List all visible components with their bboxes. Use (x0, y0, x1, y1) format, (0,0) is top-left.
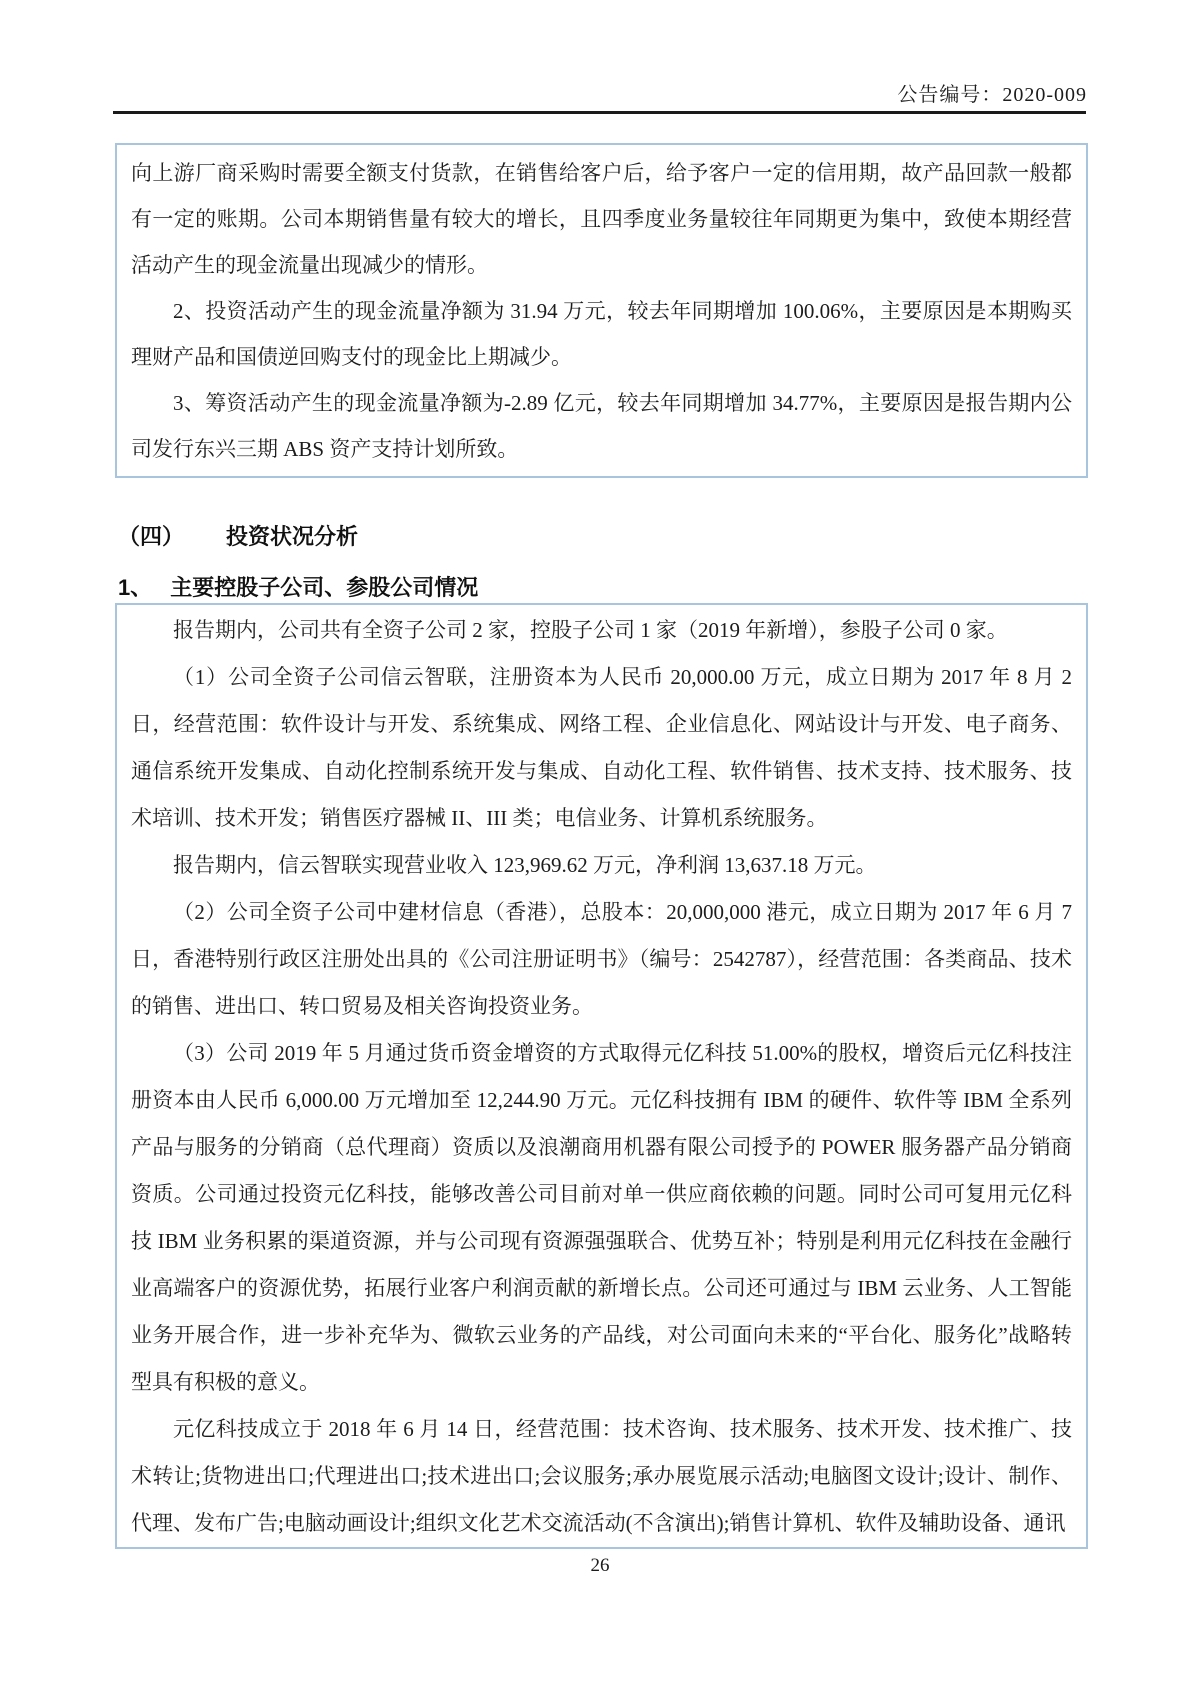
paragraph-xinyun-financials: 报告期内，信云智联实现营业收入 123,969.62 万元，净利润 13,637.18 万元。 (173, 853, 877, 877)
cash-flow-text-box (115, 143, 1088, 478)
announcement-number: 公告编号：2020-009 (897, 84, 1087, 106)
page-number: 26 (590, 1555, 610, 1576)
paragraph-cash-flow-investing: 2、投资活动产生的现金流量净额为 31.94 万元，较去年同期增加 100.06%，主要原因是本期购买理财产品和国债逆回购支付的现金比上期减少。 (131, 299, 1072, 369)
subsidiaries-text-box (115, 603, 1088, 1549)
section-heading-text: 投资状况分析 (226, 524, 359, 549)
header-divider-line (113, 111, 1086, 114)
section-heading-investment-analysis (118, 520, 358, 551)
section-heading-number: （四） (118, 524, 185, 549)
paragraph-yuanyi-business-scope: 元亿科技成立于 2018 年 6 月 14 日，经营范围：技术咨询、技术服务、技术开发、技术推广、技术转让;货物进出口;代理进出口;技术进出口;会议服务;承办展览展示活动;电脑图文设计;设计、制作、代理、发布广告;电脑动画设计;组织文化艺术交流活动(不含演出);销售计算机、软件及辅助设备、通讯 (131, 1417, 1072, 1535)
paragraph-cash-flow-financing: 3、筹资活动产生的现金流量净额为-2.89 亿元，较去年同期增加 34.77%，主要原因是报告期内公司发行东兴三期 ABS 资产支持计划所致。 (131, 391, 1072, 461)
paragraph-subsidiary-3-yuanyi: （3）公司 2019 年 5 月通过货币资金增资的方式取得元亿科技 51.00%的股权，增资后元亿科技注册资本由人民币 6,000.00 万元增加至 12,244.90 万元。元亿科技拥有 IBM 的硬件、软件等 IBM 全系列产品与服务的分销商（总代理商）资质以及浪潮商用机器有限公司授予的 POWER 服务器产品分销商资质。公司通过投资元亿科技，能够改善公司目前对单一供应商依赖的问题。同时公司可复用元亿科技 IBM 业务积累的渠道资源，并与公司现有资源强强联合、优势互补；特别是利用元亿科技在金融行业高端客户的资源优势，拓展行业客户利润贡献的新增长点。公司还可通过与 IBM 云业务、人工智能业务开展合作，进一步补充华为、微软云业务的产品线，对公司面向未来的“平台化、服务化”战略转型具有积极的意义。 (131, 1041, 1072, 1394)
paragraph-subsidiary-1-xinyun: （1）公司全资子公司信云智联，注册资本为人民币 20,000.00 万元，成立日期为 2017 年 8 月 2 日，经营范围：软件设计与开发、系统集成、网络工程、企业信息化、网站设计与开发、电子商务、通信系统开发集成、自动化控制系统开发与集成、自动化工程、软件销售、技术支持、技术服务、技术培训、技术开发；销售医疗器械 II、III 类；电信业务、计算机系统服务。 (131, 665, 1072, 830)
paragraph-subsidiaries-overview: 报告期内，公司共有全资子公司 2 家，控股子公司 1 家（2019 年新增），参股子公司 0 家。 (173, 618, 1008, 642)
paragraph-cash-flow-operating: 向上游厂商采购时需要全额支付货款，在销售给客户后，给予客户一定的信用期，故产品回款一般都有一定的账期。公司本期销售量有较大的增长，且四季度业务量较往年同期更为集中，致使本期经营活动产生的现金流量出现减少的情形。 (131, 161, 1072, 277)
sub-heading-subsidiaries (118, 571, 478, 602)
sub-heading-number: 1、 (118, 575, 153, 600)
paragraph-subsidiary-2-hongkong: （2）公司全资子公司中建材信息（香港），总股本：20,000,000 港元，成立日期为 2017 年 6 月 7 日，香港特别行政区注册处出具的《公司注册证明书》（编号：2542787），经营范围：各类商品、技术的销售、进出口、转口贸易及相关咨询投资业务。 (131, 900, 1072, 1018)
sub-heading-text: 主要控股子公司、参股公司情况 (170, 575, 479, 600)
